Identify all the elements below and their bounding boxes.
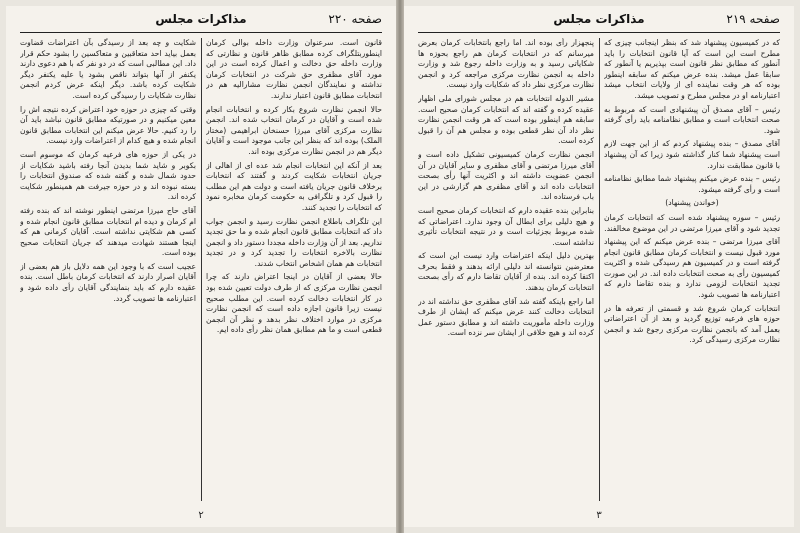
paragraph: رئیس – سوره پیشنهاد شده است که انتخابات کرمان تجدید شود و آقای میرزا مرتضی در این موضوع مخالفند. xyxy=(604,212,780,233)
paragraph: رئیس – آقای مصدق آن پیشنهادی است که مربوط به صحت انتخابات است و مطابق نظامنامه باید رأی گرفته شود. xyxy=(604,104,780,135)
left-page-left-column xyxy=(20,38,196,501)
right-page-left-column xyxy=(418,38,594,501)
left-page-title: مذاکرات مجلس xyxy=(155,12,247,26)
paragraph: انجمن نظارت کرمان کمیسیونی تشکیل داده است و آقای میرزا مرتضی و آقای مظفری و سایر آقایان در آن انجمن عضویت داشته اند و اکثریت آنها رأی بصحت انتخابات داده اند و آقای مظفری هم گزارشی در این باب فرستاده اند. xyxy=(418,149,594,202)
paragraph: بهترین دلیل اینکه اعتراضات وارد نیست این است که معترضین نتوانسته اند دلیلی ارائه بدهند و فقط بحرف اکتفا کرده اند. بنده از آقایان تقاضا دارم که رأی بصحت انتخابات کرمان بدهند. xyxy=(418,251,594,293)
paragraph: آقای مصدق – بنده پیشنهاد کردم که از این جهت لازم است پیشنهاد شما کنار گذاشته شود زیرا که آن پیشنهاد با قانون مطابقت ندارد. xyxy=(604,139,780,170)
paragraph: رئیس – بنده عرض میکنم پیشنهاد شما مطابق نظامنامه است و رأی گرفته میشود. xyxy=(604,174,780,194)
paragraph: پنجهزار رأی بوده اند. اما راجع بانتخابات کرمان بعرض میرسانم که در انتخابات کرمان هم راجع بحوزه ها شکایاتی رسید و به وزارت داخله رجوع شد و وزارت داخله به انجمن نظارت مرکزی مراجعه کرد و انجمن نظارت مرکزی نظر داد که شکایات وارد نیست. xyxy=(418,38,594,90)
paragraph: وقتی که چیزی در حوزه خود اعتراض کرده نتیجه اش را معین میکنیم و در صورتیکه مطابق قانون نباشد باید آن را رد کنیم. حالا عرض میکنم این انتخابات مطابق قانون انجام شده و هیچ کدام از اعتراضات وارد نیست. xyxy=(20,104,196,146)
paragraph: قانون است. سرعنوان وزارت داخله بوالی کرمان اینطوربتلگراف کرده مطابق ظاهر قانون و نظارتی که وزارت داخله حق دخالت و اعمال کرده است در این مورد آقای مظفری حق شرکت در انتخابات کرمان نداشته و نمایندگان انجمن نظارت مشارالیه هم در انتخابات مطابق قانون اعتبار ندارند. xyxy=(206,38,382,100)
paragraph: حالا انجمن نظارت شروع بکار کرده و انتخابات انجام شده است و آقایان در کرمان انتخاب شده اند. انجمن نظارت مرکزی آقای میرزا حسنخان ابراهیمی (مختار الملک) بوده اند که بنظر این جانب موجود است و آقایان دیگر هم در انجمن نظارت مرکزی بوده اند. xyxy=(206,104,382,156)
left-page xyxy=(6,6,396,527)
right-page-right-column xyxy=(604,38,780,501)
paragraph: بنابراین بنده عقیده دارم که انتخابات کرمان صحیح است و هیچ دلیلی برای ابطال آن وجود ندارد. اعتراضاتی که شده مربوط بجزئیات است و در نتیجه انتخابات تأثیری نداشته است. xyxy=(418,205,594,247)
right-page-number: ۳ xyxy=(596,510,602,521)
paragraph: اما راجع باینکه گفته شد آقای مظفری حق نداشته اند در انتخابات دخالت کنند عرض میکنم که ایشان از طرف وزارت داخله مأموریت داشته اند و مطابق دستور عمل کرده اند و هیچ خلافی از ایشان سر نزده است. xyxy=(418,296,594,338)
paragraph: در یکی از حوزه های فرعیه کرمان که موسوم است بکوبر و شاید شما بدیدن آنجا رفته باشید شکایات از حدود شمال شده و گفته شده که صندوق انتخابات را بسته نبوده اند و در حوزه جیرفت هم همینطور شکایت کرده اند. xyxy=(20,149,196,202)
paragraph: مشیر الدوله انتخابات هم در مجلس شورای ملی اظهار عقیده کرده و گفته اند که انتخابات کرمان صحیح است. سابقه هم اینطور بوده است که هر وقت انجمن نظارت نظر داد آن نظر قطعی بوده و مجلس هم آن را قبول کرده است. xyxy=(418,93,594,146)
left-page-header xyxy=(20,12,382,30)
paragraph: حالا بعضی از آقایان در اینجا اعتراض دارند که چرا انجمن نظارت مرکزی که از طرف دولت تعیین شده بود در کار انتخابات دخالت کرده است. این مطلب صحیح نیست زیرا قانون اجازه داده است که انجمن نظارت مرکزی در موارد اختلاف نظر بدهد و نظر آن انجمن قطعی است و ما هم مطابق همان نظر رأی داده ایم. xyxy=(206,272,382,335)
paragraph: بعد از آنکه این انتخابات انجام شد عده ای از اهالی از جریان انتخابات شکایت کردند و گفتند که انتخابات برخلاف قانون جریان یافته است و دولت هم این مطلب را قبول کرد و تلگرافی به حکومت کرمان مخابره نمود که انتخابات را تجدید کنند. xyxy=(206,160,382,212)
paragraph: (خواندن پیشنهاد) xyxy=(665,198,719,208)
book-gutter xyxy=(396,0,404,533)
right-header-rule xyxy=(418,32,780,33)
paragraph: آقای حاج میرزا مرتضی اینطور نوشته اند که بنده رفته ام کرمان و دیده ام انتخابات مطابق قانون انجام شده و کسی هم شکایتی نداشته است. آقایان کرمانی هم که اینجا هستند شهادت میدهند که جریان انتخابات صحیح بوده است. xyxy=(20,205,196,258)
left-page-right-column xyxy=(206,38,382,501)
right-page xyxy=(404,6,794,527)
right-page-header xyxy=(418,12,780,30)
right-page-title: مذاکرات مجلس xyxy=(553,12,645,26)
left-page-number: ۲ xyxy=(198,510,204,521)
paragraph: که در کمیسیون پیشنهاد شد که بنظر اینجانب چیزی که مطرح است این است که آیا قانون انتخابات را باید آنطور که مطابق نظر قانون است بپذیریم یا آنطور که سابقا عمل میشد. بنده عرض میکنم که سابقه اینطور بوده که هر وقت نماینده ای از ولایات انتخاب میشد اعتبارنامه او در مجلس مطرح و تصویب میشد. xyxy=(604,38,780,100)
column-divider xyxy=(599,38,600,501)
paragraph: این تلگراف باطلاع انجمن نظارت رسید و انجمن جواب داد که انتخابات مطابق قانون انجام شده و ما حق تجدید نداریم. بعد از آن وزارت داخله مجددا دستور داد و انجمن نظارت بالاخره انتخابات را تجدید کرد و در تجدید انتخابات هم همان اشخاص انتخاب شدند. xyxy=(206,216,382,268)
paragraph: انتخابات کرمان شروع شد و قسمتی از تعرفه ها در حوزه های فرعیه توزیع گردید و بعد از آن اعتراضاتی بعمل آمد که بانجمن نظارت مرکزی رجوع شد و انجمن نظارت مرکزی رسیدگی کرد. xyxy=(604,303,780,345)
left-header-rule xyxy=(20,32,382,33)
right-page-label: صفحه ۲۱۹ xyxy=(726,12,780,26)
left-page-label: صفحه ۲۲۰ xyxy=(328,12,382,26)
left-page-columns xyxy=(20,38,382,501)
paragraph: شکایت و چه بعد از رسیدگی بآن اعتراضات قضاوت بعمل بیاید احد متعاقبین و متعاکسین را بشود حکم قرار داد. این مطالبی است که در دو نفر که با هم دعوی دارند یکنفر از آنها بتواند ناقص بشود یا علیه یکنفر دیگر شکایت کرده باشد. دیگر اینکه عرض کردم انجمن نظارت شکایات را رسیدگی کرده است. xyxy=(20,38,196,100)
paragraph: عجیب است که با وجود این همه دلایل باز هم بعضی از آقایان اصرار دارند که انتخابات کرمان باطل است. بنده عقیده دارم که باید بنمایندگی آقایان رأی داده شود و اعتبارنامه ها تصویب گردد. xyxy=(20,261,196,303)
right-page-columns xyxy=(418,38,780,501)
paragraph: آقای میرزا مرتضی – بنده عرض میکنم که این پیشنهاد مورد قبول نیست و انتخابات کرمان مطابق قانون انجام گرفته است و در کمیسیون هم رسیدگی شده و اکثریت کمیسیون رأی به صحت انتخابات داده اند. در این صورت تجدید انتخابات لزومی ندارد و بنده تقاضا دارم که اعتبارنامه ها تصویب شود. xyxy=(604,237,780,300)
column-divider xyxy=(201,38,202,501)
